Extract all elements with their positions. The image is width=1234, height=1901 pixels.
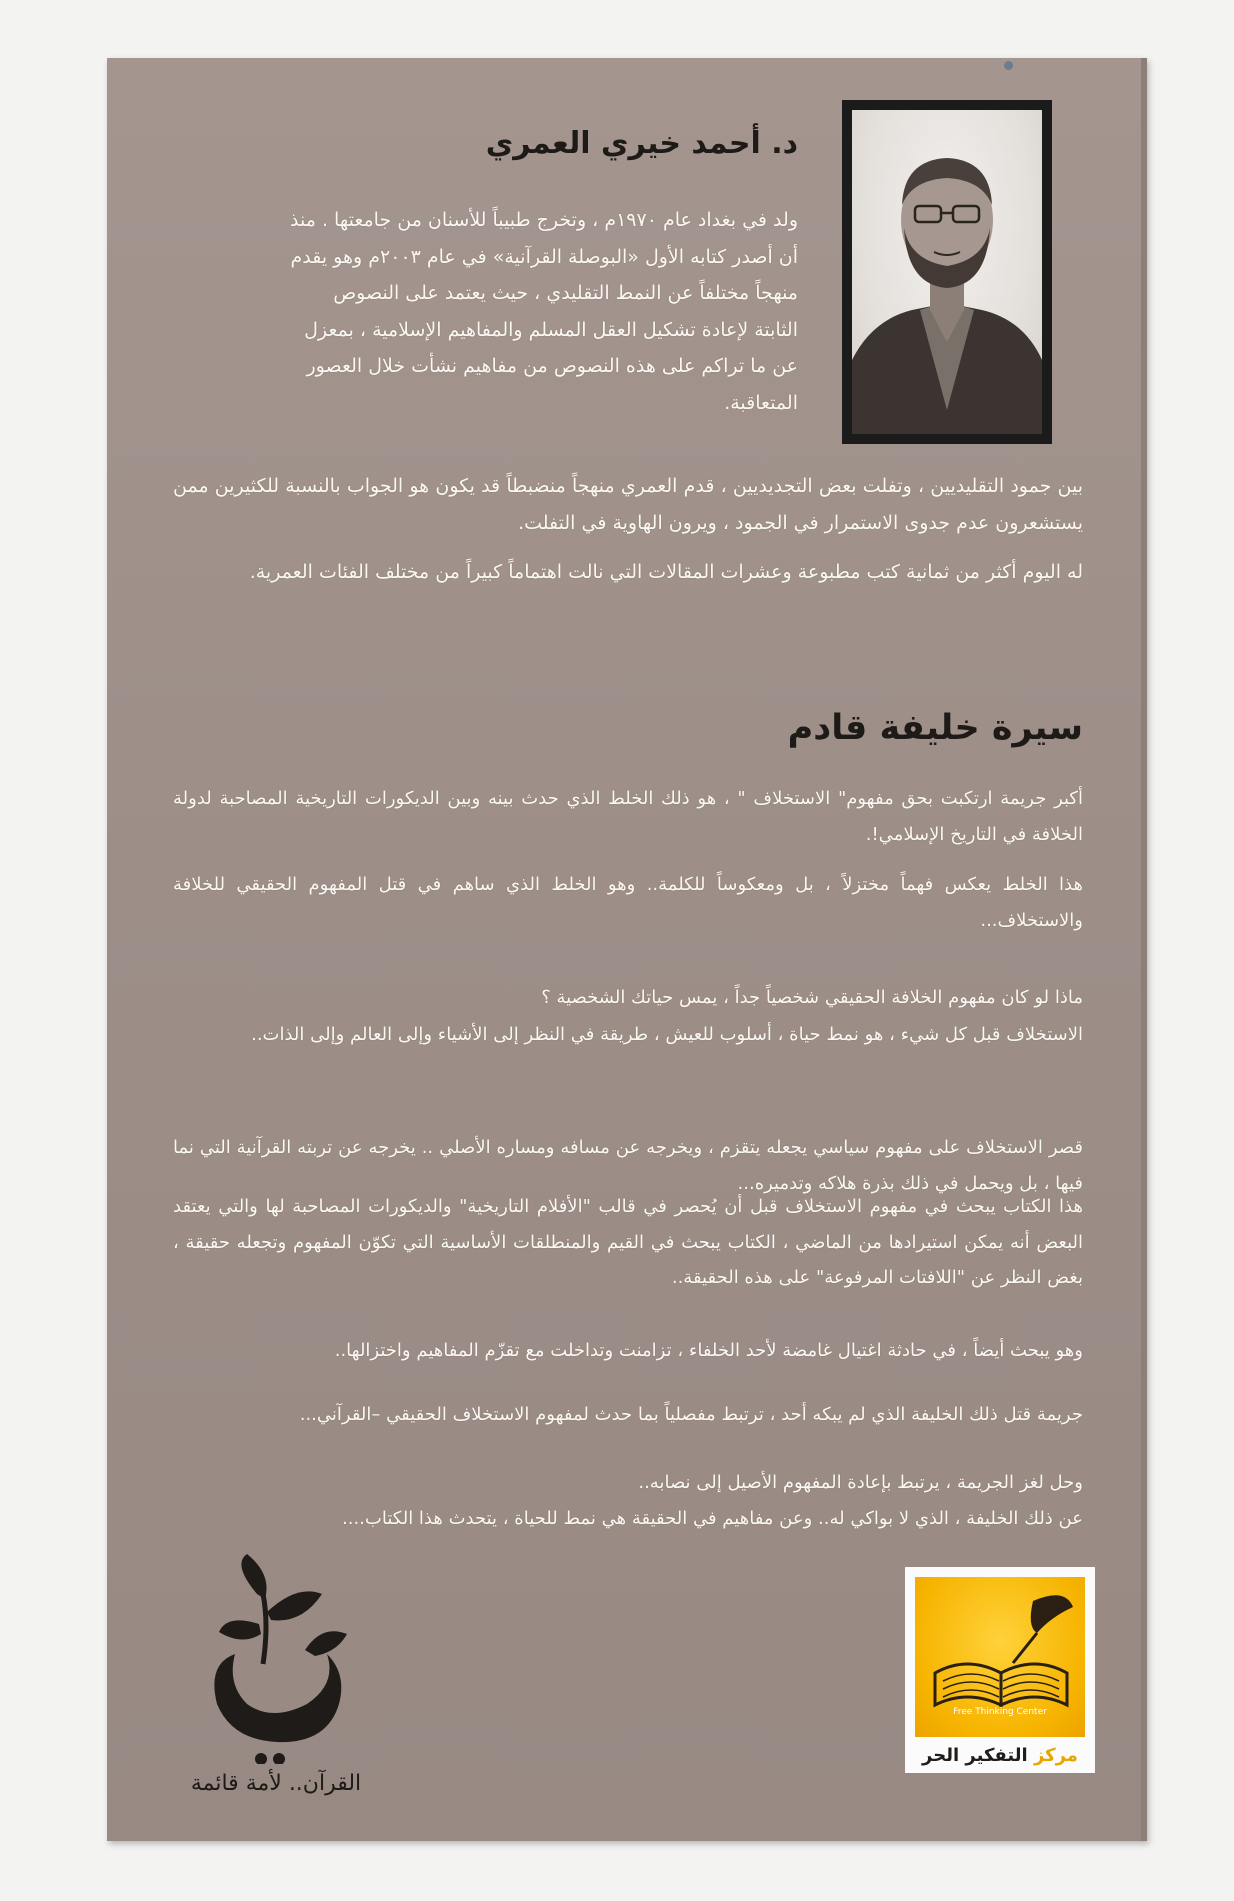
author-bio-intro <box>173 202 798 421</box>
qiyam-logo <box>187 1554 377 1764</box>
blurb-paragraph: وحل لغز الجريمة ، يرتبط بإعادة المفهوم الأصيل إلى نصابه.. <box>638 1472 1083 1493</box>
blurb-paragraph: الاستخلاف قبل كل شيء ، هو نمط حياة ، أسلوب للعيش ، طريقة في النظر إلى الأشياء وإلى العالم وإلى الذات.. <box>251 1024 1083 1045</box>
blurb-paragraph: وهو يبحث أيضاً ، في حادثة اغتيال غامضة لأحد الخلفاء ، تزامنت وتداخلت مع تقزّم المفاهيم واختزالها.. <box>334 1340 1083 1361</box>
author-photo <box>852 110 1042 434</box>
bio-line: المتعاقبة. <box>724 391 798 414</box>
bio-line: ولد في بغداد عام ١٩٧٠م ، وتخرج طبيباً للأسنان من جامعتها . منذ <box>290 209 798 231</box>
author-photo-frame <box>842 100 1052 444</box>
author-name: د. أحمد خيري العمري <box>485 126 798 161</box>
blurb-paragraph: جريمة قتل ذلك الخليفة الذي لم يبكه أحد ، ترتبط مفصلياً بما حدث لمفهوم الاستخلاف الحقيقي –القرآني... <box>299 1404 1083 1425</box>
author-bio-works: له اليوم أكثر من ثمانية كتب مطبوعة وعشرات المقالات التي نالت اهتماماً كبيراً من مختلف الفئات العمرية. <box>249 561 1083 583</box>
book-title: سيرة خليفة قادم <box>787 708 1083 748</box>
author-bio-method: بين جمود التقليديين ، وتفلت بعض التجديديين ، قدم العمري منهجاً منضبطاً قد يكون هو الجواب بالنسبة للكثيرين ممن يستشعرون عدم جدوى الاستمرار في الجمود ، ويرون الهاوية في التفلت. <box>173 475 1083 534</box>
bio-line: أن أصدر كتابه الأول «البوصلة القرآنية» في عام ٢٠٠٣م وهو يقدم <box>290 245 798 268</box>
ftc-name-ar-part2: التفكير الحر <box>922 1745 1028 1766</box>
blurb-paragraph: قصر الاستخلاف على مفهوم سياسي يجعله يتقزم ، ويخرجه عن مسافه ومساره الأصلي .. يخرجه عن تربته القرآنية التي نما فيها ، بل ويحمل في ذلك بذرة هلاكه وتدميره... <box>173 1137 1083 1194</box>
ftc-name-ar-part1: مركز <box>1033 1745 1078 1766</box>
blurb-paragraph: ماذا لو كان مفهوم الخلافة الحقيقي شخصياً جداً ، يمس حياتك الشخصية ؟ <box>541 987 1083 1008</box>
bio-line: الثابتة لإعادة تشكيل العقل المسلم والمفاهيم الإسلامية ، بمعزل <box>304 318 798 341</box>
cover-edge <box>1141 58 1147 1841</box>
blurb-paragraph: هذا الكتاب يبحث في مفهوم الاستخلاف قبل أن يُحصر في قالب "الأفلام التاريخية" والديكورات المصاحبة لها والتي يعتقد البعض أنه يمكن استيرادها من الماضي ، الكتاب يبحث في القيم والمنطلقات الأساسية التي تكوّن المفهوم وتجعله حقيقة ، بغض النظر عن "اللافتات المرفوعة" على هذه الحقيقة.. <box>173 1196 1083 1288</box>
bio-line: عن ما تراكم على هذه النصوص من مفاهيم نشأت خلال العصور <box>306 355 798 377</box>
qiyam-tagline: القرآن.. لأمة قائمة <box>190 1771 362 1796</box>
blurb-paragraph: عن ذلك الخليفة ، الذي لا بواكي له.. وعن مفاهيم في الحقيقة هي نمط للحياة ، يتحدث هذا الكتاب.... <box>342 1508 1083 1529</box>
back-cover <box>107 58 1147 1841</box>
ftc-logo-emblem <box>915 1577 1085 1737</box>
corner-dot <box>1004 61 1013 70</box>
ftc-name-ar <box>915 1745 1085 1766</box>
ftc-name-en: Free Thinking Center <box>953 1707 1047 1717</box>
blurb-paragraph: هذا الخلط يعكس فهماً مختزلاً ، بل ومعكوساً للكلمة.. وهو الخلط الذي ساهم في قتل المفهوم الحقيقي للخلافة والاستخلاف... <box>173 874 1083 931</box>
ftc-logo <box>905 1567 1095 1773</box>
blurb-paragraph: أكبر جريمة ارتكبت بحق مفهوم" الاستخلاف " ، هو ذلك الخلط الذي حدث بينه وبين الديكورات التاريخية المصاحبة لدولة الخلافة في التاريخ الإسلامي!. <box>173 788 1083 845</box>
bio-line: منهجاً مختلفاً عن النمط التقليدي ، حيث يعتمد على النصوص <box>333 282 798 304</box>
